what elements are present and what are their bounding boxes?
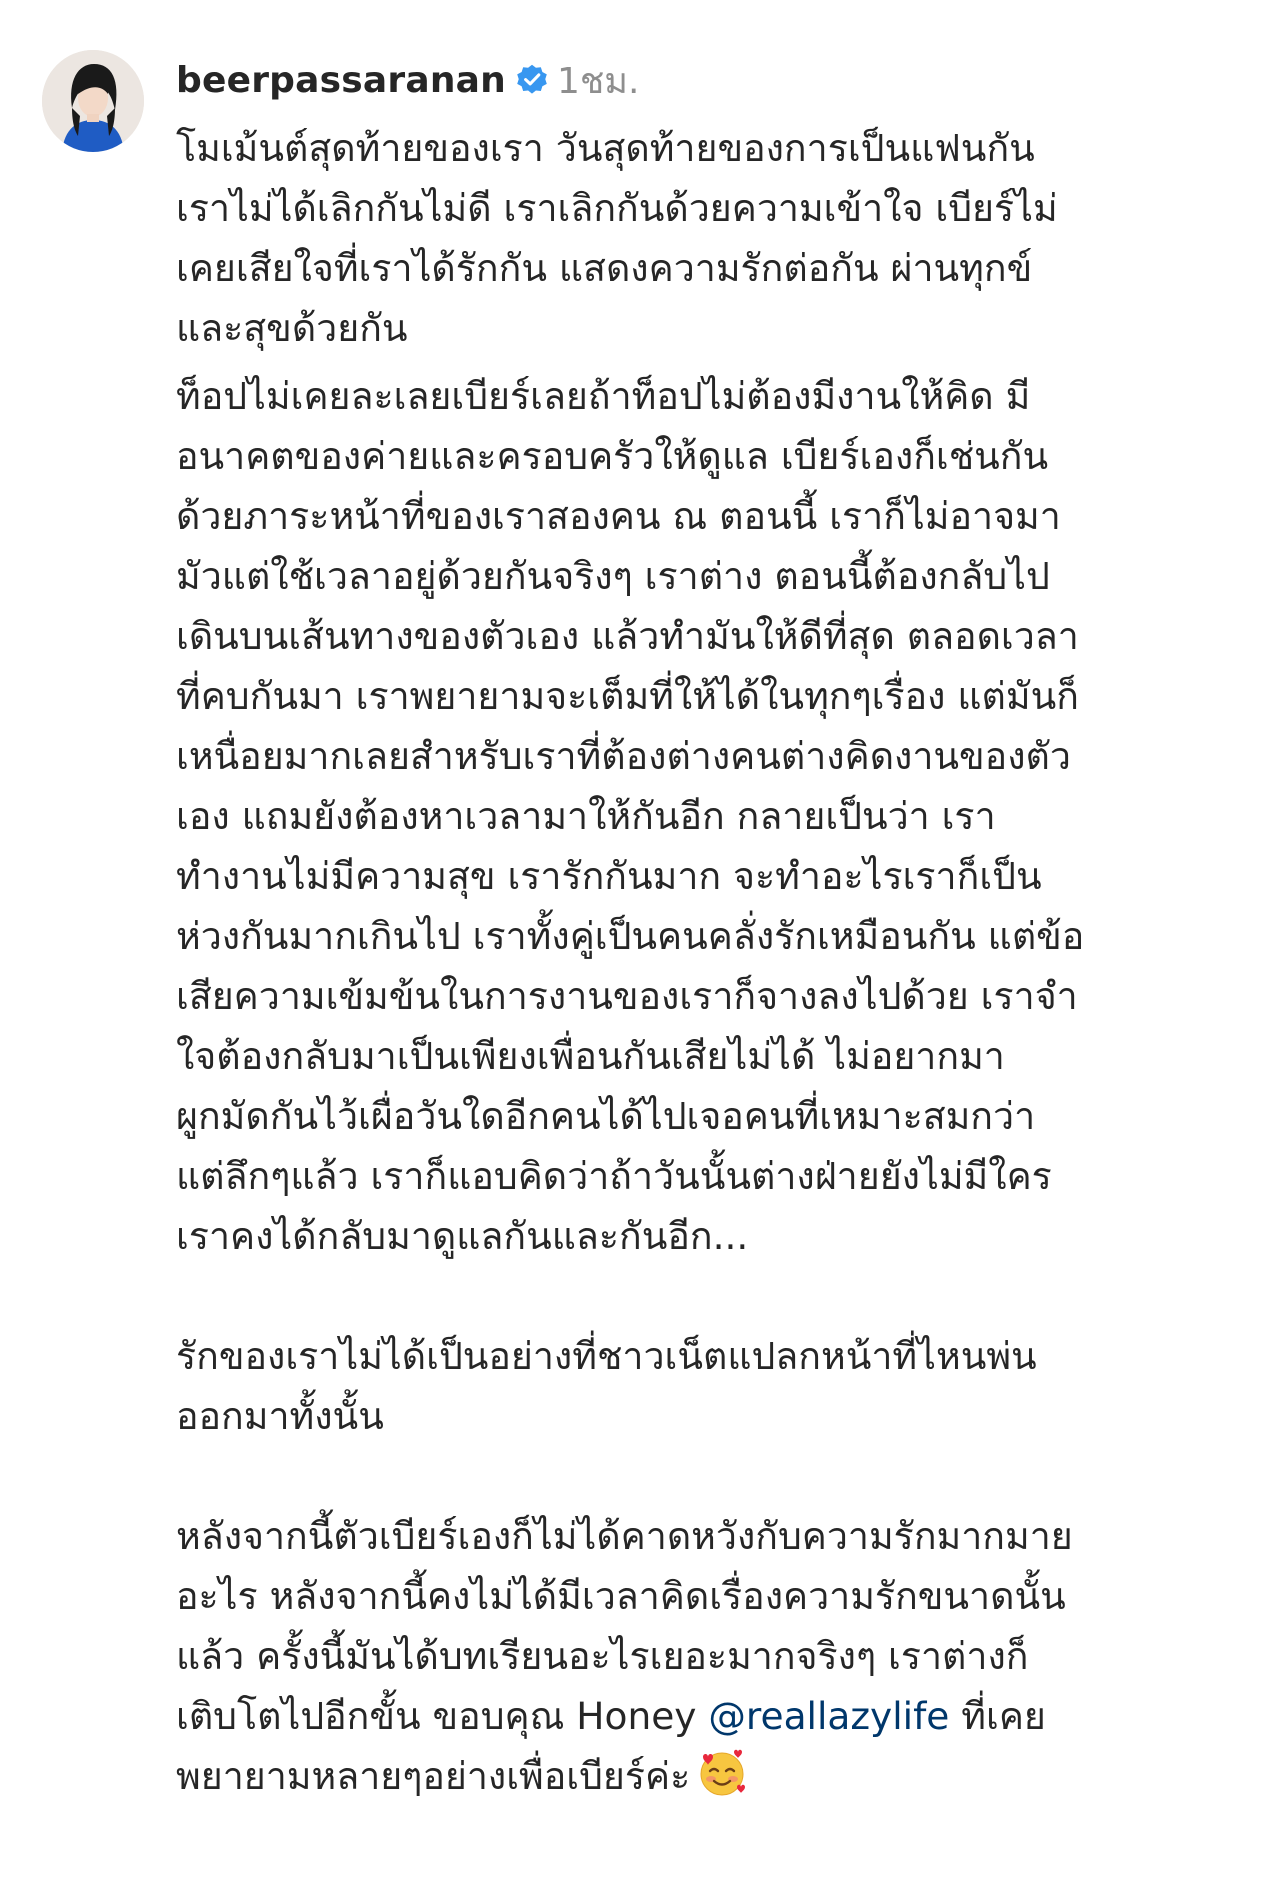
caption-line: ใจต้องกลับมาเป็นเพียงเพื่อนกันเสียไม่ได้ ไม่อยากมา bbox=[176, 1034, 1005, 1078]
caption-line: หลังจากนี้ตัวเบียร์เองก็ไม่ได้คาดหวังกับความรักมากมาย bbox=[176, 1514, 1073, 1558]
post-timestamp: 1ชม. bbox=[556, 60, 640, 102]
caption-line: เราไม่ได้เลิกกันไม่ดี เราเลิกกันด้วยความเข้าใจ เบียร์ไม่ bbox=[176, 186, 1058, 230]
caption-line: เหนื่อยมากเลยสำหรับเราที่ต้องต่างคนต่างคิดงานของตัว bbox=[176, 734, 1071, 778]
caption-line: โมเม้นต์สุดท้ายของเรา วันสุดท้ายของการเป็นแฟนกัน bbox=[176, 126, 1035, 170]
caption-line: ผูกมัดกันไว้เผื่อวันใดอีกคนได้ไปเจอคนที่เหมาะสมกว่า bbox=[176, 1094, 1036, 1138]
caption-line: เอง แถมยังต้องหาเวลามาให้กันอีก กลายเป็นว่า เรา bbox=[176, 794, 996, 838]
caption-line: อะไร หลังจากนี้คงไม่ได้มีเวลาคิดเรื่องความรักขนาดนั้น bbox=[176, 1574, 1066, 1618]
caption-line-with-emoji bbox=[176, 1746, 1246, 1806]
paragraph-spacer bbox=[176, 1266, 1246, 1326]
caption-line: เสียความเข้มข้นในการงานของเราก็จางลงไปด้วย เราจำ bbox=[176, 974, 1078, 1018]
caption-paragraph-4 bbox=[176, 1506, 1246, 1806]
caption-text: ที่เคย bbox=[949, 1694, 1046, 1738]
caption-line: และสุขด้วยกัน bbox=[176, 306, 408, 350]
caption-line: รักของเราไม่ได้เป็นอย่างที่ชาวเน็ตแปลกหน้าที่ไหนพ่น bbox=[176, 1334, 1037, 1378]
caption-line-with-mention bbox=[176, 1686, 1246, 1746]
caption-line: ด้วยภาระหน้าที่ของเราสองคน ณ ตอนนี้ เราก็ไม่อาจมา bbox=[176, 494, 1061, 538]
caption-text: เติบโตไปอีกขั้น ขอบคุณ Honey bbox=[176, 1694, 709, 1738]
profile-avatar[interactable] bbox=[42, 50, 144, 152]
verified-badge-icon bbox=[515, 63, 549, 97]
caption-line: ท็อปไม่เคยละเลยเบียร์เลยถ้าท็อปไม่ต้องมีงานให้คิด มี bbox=[176, 374, 1031, 418]
caption-line: มัวแต่ใช้เวลาอยู่ด้วยกันจริงๆ เราต่าง ตอนนี้ต้องกลับไป bbox=[176, 554, 1050, 598]
smiling-face-with-hearts-icon bbox=[696, 1747, 748, 1799]
caption-line: แล้ว ครั้งนี้มันได้บทเรียนอะไรเยอะมากจริงๆ เราต่างก็ bbox=[176, 1634, 1029, 1678]
paragraph-spacer bbox=[176, 358, 1246, 366]
post-caption bbox=[176, 118, 1246, 1806]
caption-line: ที่คบกันมา เราพยายามจะเต็มที่ให้ได้ในทุกๆเรื่อง แต่มันก็ bbox=[176, 674, 1079, 718]
caption-line: อนาคตของค่ายและครอบครัวให้ดูแล เบียร์เองก็เช่นกัน bbox=[176, 434, 1049, 478]
caption-text: พยายามหลายๆอย่างเพื่อเบียร์ค่ะ bbox=[176, 1754, 691, 1798]
post-header bbox=[176, 52, 639, 108]
caption-line: ห่วงกันมากเกินไป เราทั้งคู่เป็นคนคลั่งรักเหมือนกัน แต่ข้อ bbox=[176, 914, 1085, 958]
caption-line: ทำงานไม่มีความสุข เรารักกันมาก จะทำอะไรเราก็เป็น bbox=[176, 854, 1042, 898]
caption-line: ออกมาทั้งนั้น bbox=[176, 1394, 384, 1438]
caption-paragraph-1 bbox=[176, 118, 1246, 358]
caption-line: เคยเสียใจที่เราได้รักกัน แสดงความรักต่อกัน ผ่านทุกข์ bbox=[176, 246, 1033, 290]
caption-line: แต่ลึกๆแล้ว เราก็แอบคิดว่าถ้าวันนั้นต่างฝ่ายยังไม่มีใคร bbox=[176, 1154, 1052, 1198]
username-link[interactable]: beerpassaranan bbox=[176, 59, 506, 101]
caption-line: เดินบนเส้นทางของตัวเอง แล้วทำมันให้ดีที่สุด ตลอดเวลา bbox=[176, 614, 1079, 658]
caption-paragraph-2 bbox=[176, 366, 1246, 1266]
mention-link[interactable]: @reallazylife bbox=[708, 1694, 950, 1738]
caption-paragraph-3 bbox=[176, 1326, 1246, 1446]
avatar-image bbox=[42, 50, 144, 152]
paragraph-spacer bbox=[176, 1446, 1246, 1506]
caption-line: เราคงได้กลับมาดูแลกันและกันอีก... bbox=[176, 1214, 749, 1258]
